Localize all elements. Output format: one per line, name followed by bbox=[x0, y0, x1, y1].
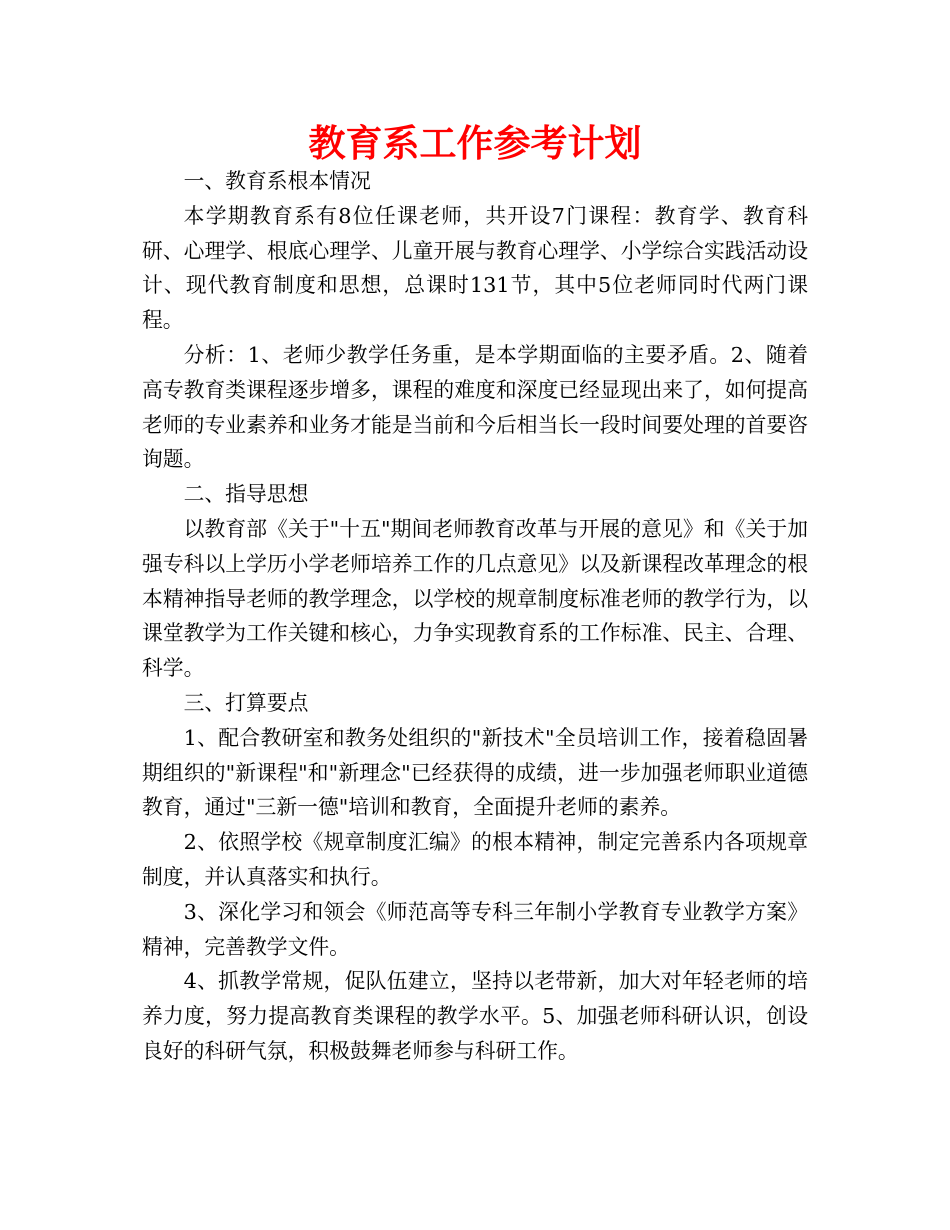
paragraph-plan-point-1: 1、配合教研室和教务处组织的"新技术"全员培训工作，接着稳固暑期组织的"新课程"和"新理念"已经获得的成绩，进一步加强老师职业道德教育，通过"三新一德"培训和教育，全面提升老师的素养。 bbox=[142, 725, 808, 820]
paragraph-plan-point-2: 2、依照学校《规章制度汇编》的根本精神，制定完善系内各项规章制度，并认真落实和执行。 bbox=[142, 830, 808, 889]
paragraph-plan-point-3: 3、深化学习和领会《师范高等专科三年制小学教育专业教学方案》精神，完善教学文件。 bbox=[142, 899, 808, 959]
document-body bbox=[142, 164, 808, 1069]
paragraph-course-overview: 本学期教育系有8位任课老师，共开设7门课程：教育学、教育科研、心理学、根底心理学、儿童开展与教育心理学、小学综合实践活动设计、现代教育制度和思想，总课时131节，其中5位老师同时代两门课程。 bbox=[142, 203, 808, 333]
section-heading-plan-points: 三、打算要点 bbox=[183, 690, 309, 715]
paragraph-guiding-thought: 以教育部《关于"十五"期间老师教育改革与开展的意见》和《关于加强专科以上学历小学老师培养工作的几点意见》以及新课程改革理念的根本精神指导老师的教学理念，以学校的规章制度标准老师的教学行为，以课堂教学为工作关键和核心，力争实现教育系的工作标准、民主、合理、科学。 bbox=[142, 516, 808, 681]
document-title: 教育系工作参考计划 bbox=[308, 122, 642, 165]
paragraph-plan-point-4-5: 4、抓教学常规，促队伍建立，坚持以老带新，加大对年轻老师的培养力度，努力提高教育类课程的教学水平。5、加强老师科研认识，创设良好的科研气氛，积极鼓舞老师参与科研工作。 bbox=[142, 969, 808, 1063]
section-heading-guiding-thought: 二、指导思想 bbox=[183, 482, 309, 507]
section-heading-basic-situation: 一、教育系根本情况 bbox=[183, 169, 371, 193]
paragraph-analysis: 分析：1、老师少教学任务重，是本学期面临的主要矛盾。2、随着高专教育类课程逐步增多，课程的难度和深度已经显现出来了，如何提高老师的专业素养和业务才能是当前和今后相当长一段时间要处理的首要咨询题。 bbox=[142, 342, 808, 472]
